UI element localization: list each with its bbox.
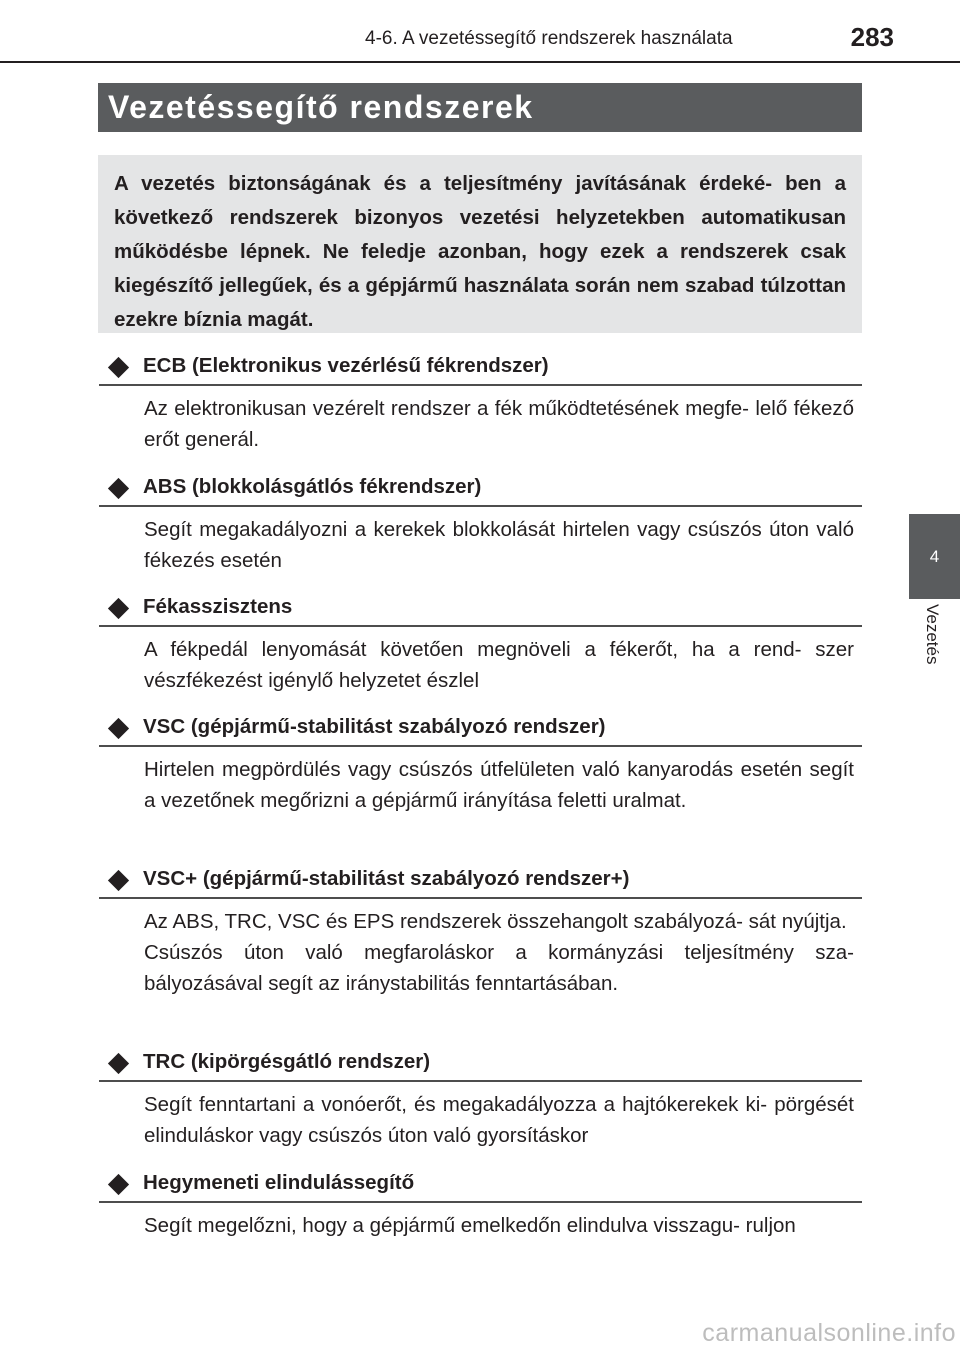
diamond-bullet-icon xyxy=(108,357,129,378)
running-title: 4-6. A vezetéssegítő rendszerek használata xyxy=(365,28,733,49)
section-trc xyxy=(110,1049,862,1147)
section-hill-start-assist xyxy=(110,1170,862,1237)
body-paragraph: Segít megelőzni, hogy a gépjármű emelkedőn elindulva visszagu- ruljon xyxy=(144,1214,796,1237)
section-vsc-plus xyxy=(110,866,862,995)
section-heading-text: VSC (gépjármű-stabilitást szabályozó rendszer) xyxy=(143,715,606,738)
section-body xyxy=(144,1089,854,1151)
diamond-bullet-icon xyxy=(108,870,129,891)
heading-rule xyxy=(99,384,862,386)
section-body xyxy=(144,634,854,696)
section-heading-text: VSC+ (gépjármű-stabilitást szabályozó rendszer+) xyxy=(143,867,630,890)
diamond-bullet-icon xyxy=(108,1053,129,1074)
diamond-bullet-icon xyxy=(108,1174,129,1195)
chapter-tab: 4 xyxy=(909,514,960,599)
chapter-label: Vezetés xyxy=(923,604,942,665)
diamond-bullet-icon xyxy=(108,598,129,619)
section-heading xyxy=(110,1049,862,1079)
body-paragraph: Az ABS, TRC, VSC és EPS rendszerek összehangolt szabályozá- sát nyújtja. xyxy=(144,910,847,933)
diamond-bullet-icon xyxy=(108,718,129,739)
section-ecb xyxy=(110,353,862,451)
section-heading xyxy=(110,714,862,744)
section-body xyxy=(144,754,854,816)
intro-text: A vezetés biztonságának és a teljesítmény javításának érdeké- ben a következő rendszerek bizonyos vezetési helyzetekben automatikusan működésbe lépnek. Ne feledje azonban, hogy ezek a rendszerek csak kiegészítő jellegűek, és a gépjármű használata során nem szabad túlzottan ezekre bíznia magát. xyxy=(114,172,846,331)
heading-rule xyxy=(99,745,862,747)
section-title: Vezetéssegítő rendszerek xyxy=(108,89,534,125)
section-title-bar xyxy=(98,83,862,132)
body-paragraph: Segít megakadályozni a kerekek blokkolását hirtelen vagy csúszós úton való fékezés esetén xyxy=(144,518,854,572)
watermark: carmanualsonline.info xyxy=(702,1319,956,1347)
diamond-bullet-icon xyxy=(108,478,129,499)
section-heading-text: TRC (kipörgésgátló rendszer) xyxy=(143,1050,431,1073)
section-heading-text: Fékasszisztens xyxy=(143,595,293,618)
section-body xyxy=(144,1210,854,1241)
section-heading xyxy=(110,1170,862,1200)
section-heading xyxy=(110,866,862,896)
section-body xyxy=(144,514,854,576)
section-heading xyxy=(110,474,862,504)
body-paragraph: Segít fenntartani a vonóerőt, és megakadályozza a hajtókerekek ki- pörgését elinduláskor vagy csúszós úton való gyorsításkor xyxy=(144,1093,854,1147)
body-paragraph: Az elektronikusan vezérelt rendszer a fék működtetésének megfe- lelő fékező erőt generál. xyxy=(144,397,854,451)
body-paragraph: Csúszós úton való megfaroláskor a kormányzási teljesítmény sza- bályozásával segít az iránystabilitás fenntartásában. xyxy=(144,941,854,995)
body-paragraph: Hirtelen megpördülés vagy csúszós útfelületen való kanyarodás esetén segít a vezetőnek megőrizni a gépjármű irányítása feletti uralmat. xyxy=(144,758,854,812)
heading-rule xyxy=(99,1080,862,1082)
heading-rule xyxy=(99,505,862,507)
header-rule xyxy=(0,61,960,63)
heading-rule xyxy=(99,1201,862,1203)
section-heading-text: ABS (blokkolásgátlós fékrendszer) xyxy=(143,475,482,498)
page-number: 283 xyxy=(850,22,894,52)
section-abs xyxy=(110,474,862,572)
section-body xyxy=(144,906,854,999)
section-heading xyxy=(110,594,862,624)
heading-rule xyxy=(99,897,862,899)
section-body xyxy=(144,393,854,455)
section-brake-assist xyxy=(110,594,862,692)
section-heading-text: Hegymeneti elindulássegítő xyxy=(143,1171,415,1194)
section-heading-text: ECB (Elektronikus vezérlésű fékrendszer) xyxy=(143,354,549,377)
section-vsc xyxy=(110,714,862,812)
heading-rule xyxy=(99,625,862,627)
body-paragraph: A fékpedál lenyomását követően megnöveli a fékerőt, ha a rend- szer vészfékezést igénylő helyzetet észlel xyxy=(144,638,854,692)
intro-box xyxy=(98,155,862,333)
section-heading xyxy=(110,353,862,383)
